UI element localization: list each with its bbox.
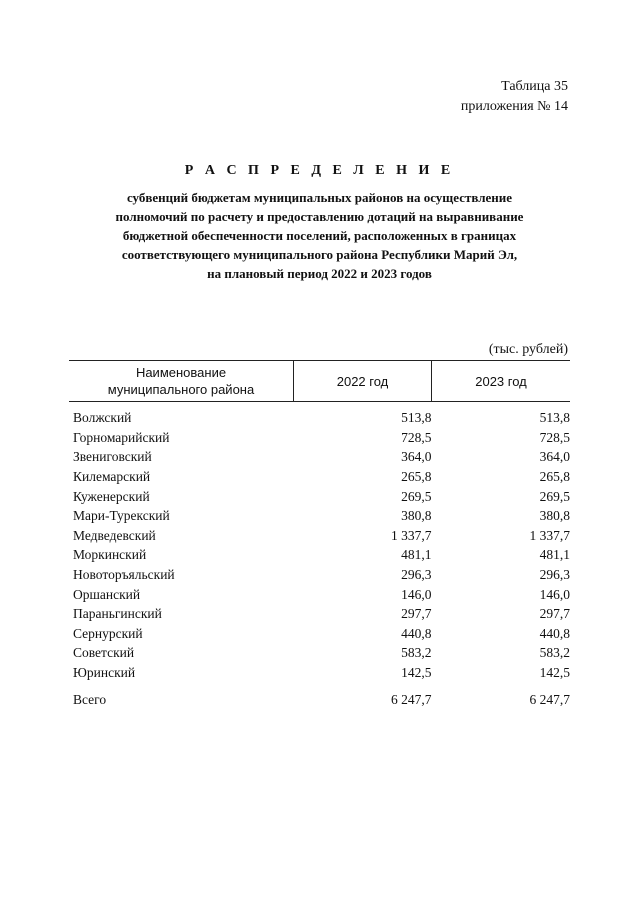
table-row: [69, 643, 570, 663]
column-header-2022: 2022 год: [294, 361, 432, 402]
column-header-2023: 2023 год: [432, 361, 571, 402]
table-row: [69, 663, 570, 683]
value-2023-cell: 364,0: [539, 449, 570, 465]
district-name-cell: Оршанский: [73, 586, 141, 602]
value-2022-cell: 364,0: [401, 449, 432, 465]
value-2023-cell: 297,7: [539, 606, 570, 622]
table-row: [69, 486, 570, 506]
table-body: [69, 402, 570, 709]
table-row: [69, 402, 570, 428]
value-2022-cell: 728,5: [401, 429, 432, 445]
table-number: Таблица 35: [501, 79, 568, 94]
value-2023-cell: 265,8: [539, 469, 570, 485]
value-2022-cell: 1 337,7: [391, 527, 432, 543]
district-name-cell: Звениговский: [73, 449, 152, 465]
value-2023-cell: 380,8: [539, 508, 570, 524]
table-row: [69, 526, 570, 546]
district-name-cell: Медведевский: [73, 527, 156, 543]
value-2023-cell: 1 337,7: [529, 527, 570, 543]
table-row: [69, 428, 570, 448]
value-2023-cell: 481,1: [539, 547, 570, 563]
total-2023-cell: 6 247,7: [529, 691, 570, 707]
district-name-cell: Куженерский: [73, 488, 150, 504]
district-name-cell: Волжский: [73, 410, 132, 426]
value-2022-cell: 440,8: [401, 625, 432, 641]
table-row: [69, 584, 570, 604]
subtitle-line: соответствующего муниципального района Республики Марий Эл,: [121, 247, 518, 262]
column-header-name-line2: муниципального района: [107, 382, 255, 397]
district-name-cell: Параньгинский: [73, 606, 162, 622]
document-heading: Р А С П Р Е Д Е Л Е Н И Е: [184, 163, 455, 178]
value-2023-cell: 513,8: [539, 410, 570, 426]
subtitle-line: субвенций бюджетам муниципальных районов на осуществление: [126, 190, 513, 205]
district-name-cell: Моркинский: [73, 547, 147, 563]
value-2023-cell: 142,5: [539, 665, 570, 681]
value-2023-cell: 296,3: [539, 567, 570, 583]
value-2023-cell: 440,8: [539, 625, 570, 641]
subvention-table: [69, 360, 570, 709]
subtitle-line: полномочий по расчету и предоставлению дотаций на выравнивание: [115, 209, 524, 224]
column-header-name: [69, 361, 294, 402]
document-subtitle: [0, 188, 639, 283]
total-row: [69, 682, 570, 709]
district-name-cell: Мари-Турекский: [73, 508, 170, 524]
subtitle-line: бюджетной обеспеченности поселений, расположенных в границах: [122, 228, 517, 243]
table-header: [69, 361, 570, 402]
total-label-cell: Всего: [73, 691, 107, 707]
value-2022-cell: 583,2: [401, 645, 432, 661]
value-2023-cell: 728,5: [539, 429, 570, 445]
value-2023-cell: 146,0: [539, 586, 570, 602]
value-2022-cell: 481,1: [401, 547, 432, 563]
subtitle-line: на плановый период 2022 и 2023 годов: [207, 266, 432, 281]
district-name-cell: Сернурский: [73, 625, 143, 641]
value-2022-cell: 146,0: [401, 586, 432, 602]
value-2022-cell: 513,8: [401, 410, 432, 426]
district-name-cell: Новоторъяльский: [73, 567, 175, 583]
total-2022-cell: 6 247,7: [391, 691, 432, 707]
value-2022-cell: 296,3: [401, 567, 432, 583]
table-row: [69, 604, 570, 624]
value-2022-cell: 269,5: [401, 488, 432, 504]
value-2023-cell: 583,2: [539, 645, 570, 661]
value-2022-cell: 297,7: [401, 606, 432, 622]
value-2022-cell: 142,5: [401, 665, 432, 681]
table-row: [69, 447, 570, 467]
table-row: [69, 467, 570, 487]
column-header-name-line1: Наименование: [135, 365, 227, 380]
appendix-number: приложения № 14: [460, 99, 568, 114]
table-row: [69, 565, 570, 585]
value-2022-cell: 380,8: [401, 508, 432, 524]
district-name-cell: Юринский: [73, 665, 136, 681]
units-label: (тыс. рублей): [488, 342, 568, 357]
district-name-cell: Килемарский: [73, 469, 151, 485]
value-2023-cell: 269,5: [539, 488, 570, 504]
table-row: [69, 506, 570, 526]
value-2022-cell: 265,8: [401, 469, 432, 485]
table-row: [69, 624, 570, 644]
table-row: [69, 545, 570, 565]
district-name-cell: Горномарийский: [73, 429, 170, 445]
district-name-cell: Советский: [73, 645, 135, 661]
